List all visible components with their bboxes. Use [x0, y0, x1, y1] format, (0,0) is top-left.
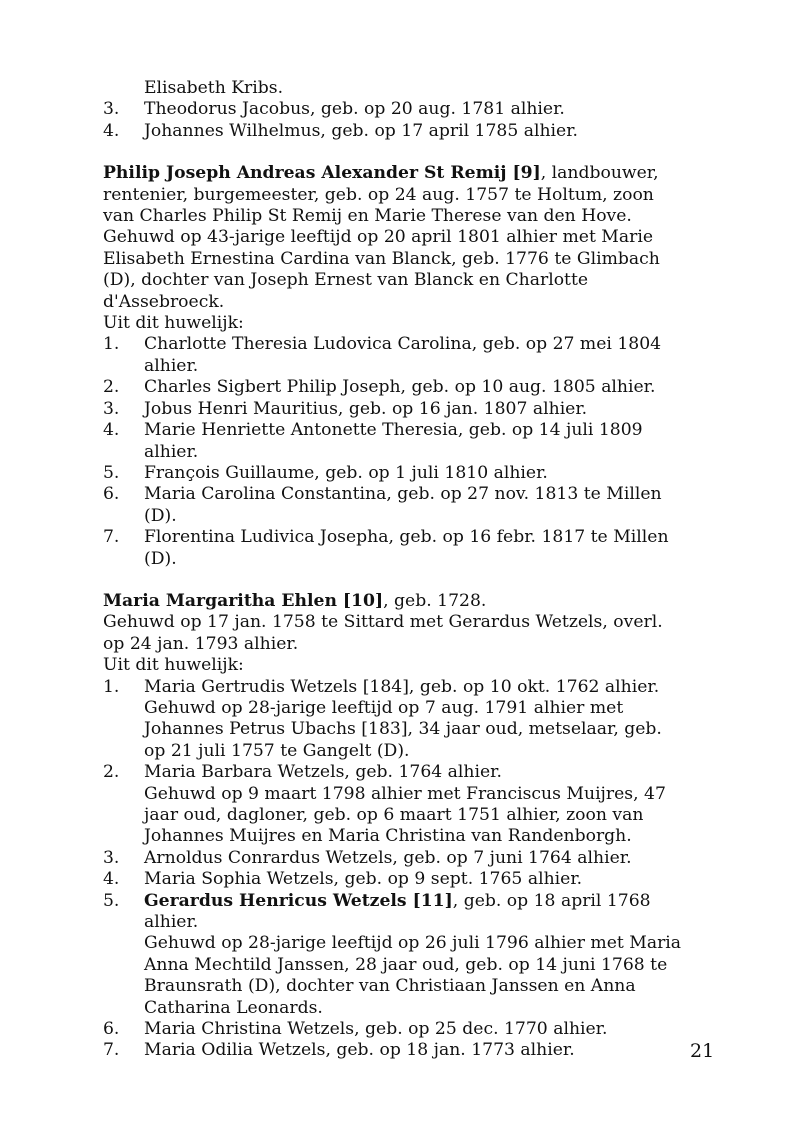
list-item-text: Elisabeth Kribs.: [144, 78, 284, 98]
list-number: 7.: [103, 527, 120, 548]
entry-text: rentenier, burgemeester, geb. op 24 aug. 1757 te Holtum, zoon: [103, 184, 654, 205]
list-item: [103, 78, 703, 99]
list-item: alhier.: [144, 912, 199, 933]
list-item: Gehuwd op 28-jarige leeftijd op 7 aug. 1791 alhier met: [144, 697, 624, 718]
list-item: 2. Charles Sigbert Philip Joseph, geb. op 10 aug. 1805 alhier.: [103, 377, 656, 398]
list-item: alhier.: [144, 441, 199, 462]
entry-text: van Charles Philip St Remij en Marie Therese van den Hove.: [103, 206, 632, 227]
list-item: Johannes Petrus Ubachs [183], 34 jaar oud, metselaar, geb.: [144, 719, 662, 740]
list-item: Gehuwd op 28-jarige leeftijd op 26 juli 1796 alhier met Maria: [144, 933, 682, 954]
entry-text: d'Assebroeck.: [103, 291, 225, 312]
entry-text: Elisabeth Ernestina Cardina van Blanck, geb. 1776 te Glimbach: [103, 248, 660, 269]
entry-text: op 24 jan. 1793 alhier.: [103, 633, 299, 654]
list-item: 5. Gerardus Henricus Wetzels [11], geb. op 18 april 1768: [103, 890, 651, 911]
spacer: [103, 142, 703, 163]
list-item: Braunsrath (D), dochter van Christiaan Janssen en Anna: [144, 976, 636, 997]
list-number: 3.: [103, 398, 120, 419]
list-item: 3. Jobus Henri Mauritius, geb. op 16 jan. 1807 alhier.: [103, 398, 588, 419]
list-item: 6. Maria Carolina Constantina, geb. op 27 nov. 1813 te Millen: [103, 484, 662, 505]
entry-10-heading: Maria Margaritha Ehlen [10], geb. 1728.: [103, 590, 487, 611]
list-item: jaar oud, dagloner, geb. op 6 maart 1751 alhier, zoon van: [144, 805, 644, 825]
list-item: alhier.: [144, 355, 199, 376]
list-item: Gehuwd op 9 maart 1798 alhier met Franciscus Muijres, 47: [144, 783, 666, 804]
list-number: 4.: [103, 420, 120, 441]
list-number: 7.: [103, 1040, 120, 1061]
list-item: (D).: [144, 548, 177, 569]
list-item: 7. Maria Odilia Wetzels, geb. op 18 jan. 1773 alhier.: [103, 1040, 575, 1061]
list-number: 5.: [103, 462, 120, 483]
list-item: [103, 99, 703, 120]
entry-text: Gehuwd op 17 jan. 1758 te Sittard met Gerardus Wetzels, overl.: [103, 612, 663, 633]
list-item-text: Johannes Wilhelmus, geb. op 17 april 1785 alhier.: [144, 120, 579, 141]
entry-text: (D), dochter van Joseph Ernest van Blanck en Charlotte: [103, 270, 589, 291]
list-item: (D).: [144, 505, 177, 526]
person-name: Philip Joseph Andreas Alexander St Remij [9]: [103, 163, 541, 184]
list-item: Catharina Leonards.: [144, 997, 323, 1018]
person-name: Maria Margaritha Ehlen [10]: [103, 590, 384, 611]
page-content: [103, 78, 703, 1062]
list-number: 3.: [103, 99, 120, 120]
list-item: 6. Maria Christina Wetzels, geb. op 25 dec. 1770 alhier.: [103, 1019, 608, 1040]
page-number: 21: [690, 1040, 715, 1062]
children-heading: Uit dit huwelijk:: [103, 313, 244, 334]
list-item: op 21 juli 1757 te Gangelt (D).: [144, 740, 410, 761]
list-number: 2.: [103, 762, 120, 783]
list-number: 1.: [103, 334, 120, 355]
list-number: 4.: [103, 869, 120, 890]
entry-text: Gehuwd op 43-jarige leeftijd op 20 april 1801 alhier met Marie: [103, 227, 654, 248]
entry-9-heading: Philip Joseph Andreas Alexander St Remij [9], landbouwer,: [103, 163, 659, 184]
list-item: [103, 121, 703, 142]
list-item: 2. Maria Barbara Wetzels, geb. 1764 alhier.: [103, 762, 502, 783]
spacer: [103, 570, 703, 591]
list-item: Anna Mechtild Janssen, 28 jaar oud, geb. op 14 juni 1768 te: [144, 954, 668, 975]
list-item: 3. Arnoldus Conrardus Wetzels, geb. op 7 juni 1764 alhier.: [103, 847, 632, 868]
list-item: 4. Maria Sophia Wetzels, geb. op 9 sept. 1765 alhier.: [103, 869, 583, 890]
list-number: 2.: [103, 377, 120, 398]
list-number: 3.: [103, 847, 120, 868]
children-heading: Uit dit huwelijk:: [103, 655, 244, 676]
list-number: 4.: [103, 120, 120, 141]
list-item: Johannes Muijres en Maria Christina van Randenborgh.: [144, 826, 632, 847]
list-number: 6.: [103, 1019, 120, 1040]
list-item: 1. Maria Gertrudis Wetzels [184], geb. op 10 okt. 1762 alhier.: [103, 676, 660, 697]
list-number: 6.: [103, 484, 120, 505]
list-item: 4. Marie Henriette Antonette Theresia, geb. op 14 juli 1809: [103, 420, 643, 441]
list-item: 1. Charlotte Theresia Ludovica Carolina, geb. op 27 mei 1804: [103, 334, 662, 355]
list-number: 1.: [103, 676, 120, 697]
list-number: 5.: [103, 890, 120, 911]
person-name: Gerardus Henricus Wetzels [11]: [144, 890, 453, 911]
list-item: 5. François Guillaume, geb. op 1 juli 1810 alhier.: [103, 462, 548, 483]
list-item-text: Theodorus Jacobus, geb. op 20 aug. 1781 alhier.: [144, 99, 565, 120]
list-item: 7. Florentina Ludivica Josepha, geb. op 16 febr. 1817 te Millen: [103, 527, 669, 548]
